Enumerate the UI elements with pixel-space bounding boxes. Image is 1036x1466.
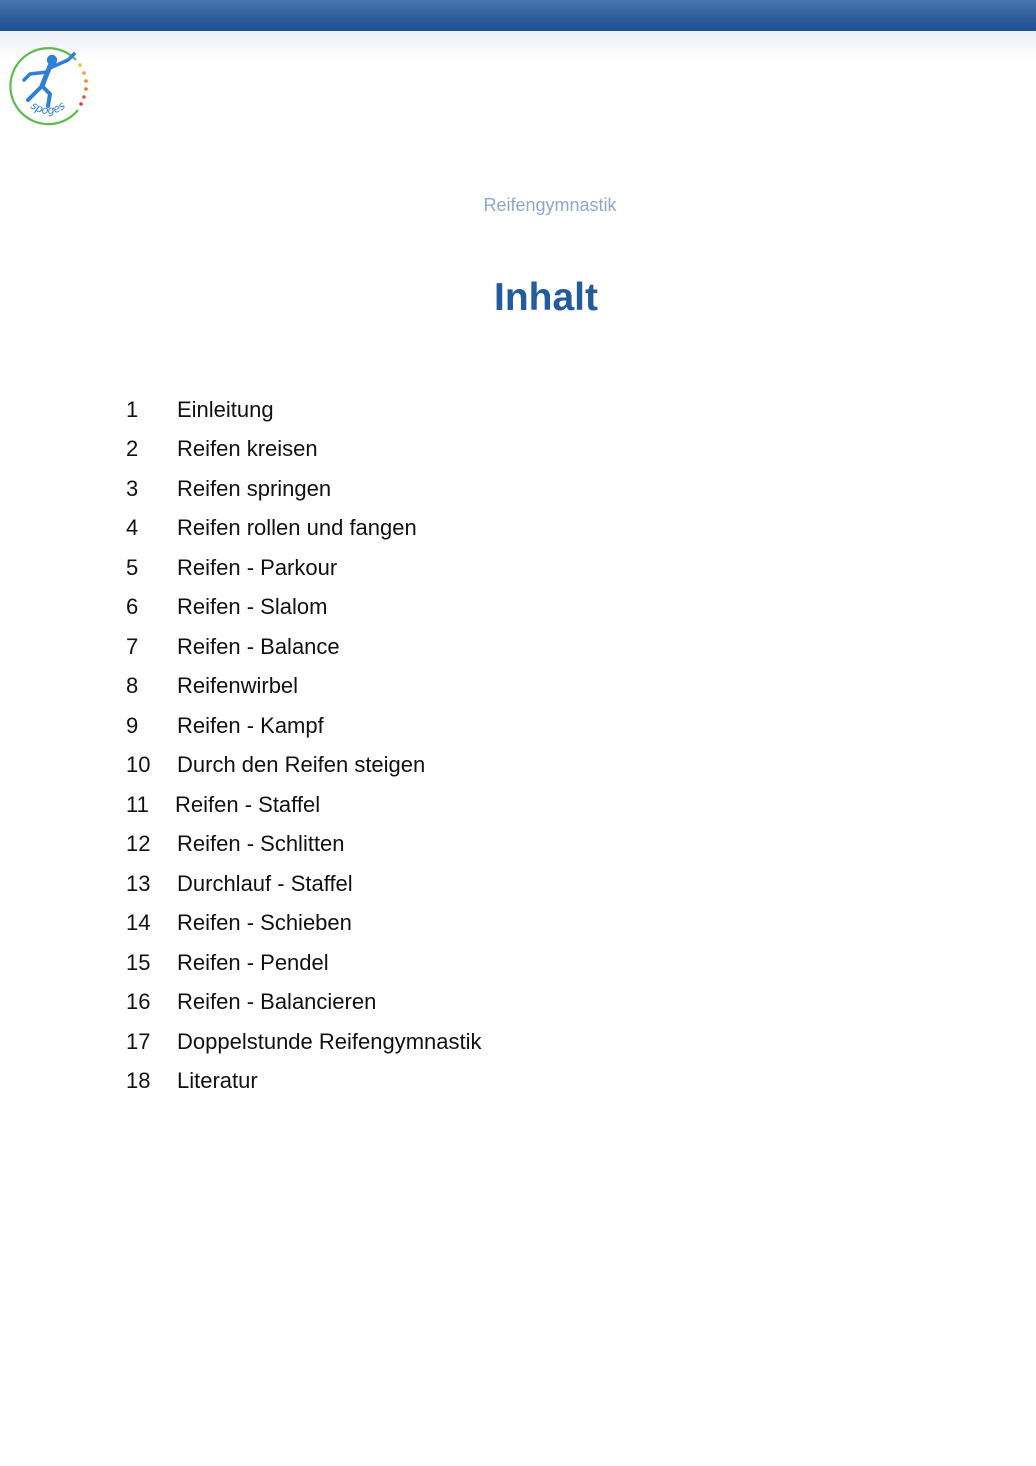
toc-entry-label: Durch den Reifen steigen	[177, 752, 426, 778]
top-bar	[0, 0, 1036, 31]
toc-entry-number: 6	[126, 594, 139, 620]
toc-entry-label: Reifen - Schieben	[177, 910, 352, 936]
toc-entry[interactable]	[126, 904, 826, 944]
toc-entry-number: 4	[126, 515, 139, 541]
toc-entry-number: 18	[126, 1068, 151, 1094]
logo-text: spoges	[28, 99, 68, 118]
spoges-logo-icon	[6, 44, 92, 128]
toc-entry[interactable]	[126, 706, 826, 746]
toc-entry[interactable]	[126, 509, 826, 549]
page-title: Inhalt	[494, 276, 598, 319]
toc-entry-label: Durchlauf - Staffel	[177, 870, 353, 896]
toc-entry-number: 5	[126, 554, 139, 580]
toc-entry[interactable]	[126, 943, 826, 983]
toc-entry[interactable]	[126, 825, 826, 865]
toc-entry[interactable]	[126, 430, 826, 470]
toc-entry-number: 11	[126, 791, 149, 817]
toc-entry-number: 9	[126, 712, 139, 738]
toc-entry-number: 1	[126, 396, 139, 422]
toc-entry-number: 17	[126, 1028, 151, 1054]
toc-entry-label: Reifen - Pendel	[177, 949, 329, 975]
toc-entry-label: Reifen - Schlitten	[177, 831, 345, 857]
toc-entry[interactable]	[126, 785, 826, 825]
toc-entry-label: Reifen - Slalom	[177, 594, 328, 620]
toc-entry-label: Reifen kreisen	[177, 436, 318, 462]
toc-entry-number: 3	[126, 475, 139, 501]
toc-entry-label: Einleitung	[177, 396, 274, 422]
toc-entry[interactable]	[126, 864, 826, 904]
toc-entry-label: Reifen - Parkour	[177, 554, 338, 580]
toc-entry-label: Reifen - Kampf	[177, 712, 324, 738]
toc-entry[interactable]	[126, 627, 826, 667]
toc-entry-number: 10	[126, 752, 151, 778]
toc-entry-number: 16	[126, 989, 151, 1015]
toc-entry[interactable]	[126, 469, 826, 509]
toc-entry[interactable]	[126, 1062, 826, 1102]
toc-entry-number: 13	[126, 870, 151, 896]
toc-entry[interactable]	[126, 667, 826, 707]
toc-entry[interactable]	[126, 588, 826, 628]
toc-entry-label: Reifen - Staffel	[175, 791, 321, 817]
toc-entry-number: 15	[126, 949, 151, 975]
toc-entry[interactable]	[126, 548, 826, 588]
toc-entry-number: 2	[126, 436, 139, 462]
toc-entry-label: Reifen - Balancieren	[177, 989, 377, 1015]
toc-entry[interactable]	[126, 390, 826, 430]
toc-entry-label: Reifen rollen und fangen	[177, 515, 417, 541]
toc-entry-label: Reifenwirbel	[177, 673, 299, 699]
toc-entry-number: 14	[126, 910, 151, 936]
running-header: Reifengymnastik	[483, 195, 617, 215]
toc-entry-number: 7	[126, 633, 139, 659]
toc-entry-label: Literatur	[177, 1068, 258, 1094]
toc-entry-label: Doppelstunde Reifengymnastik	[177, 1028, 482, 1054]
toc-entry[interactable]	[126, 983, 826, 1023]
toc-entry-label: Reifen springen	[177, 475, 332, 501]
table-of-contents	[126, 390, 826, 1101]
toc-entry-label: Reifen - Balance	[177, 633, 340, 659]
toc-entry[interactable]	[126, 1022, 826, 1062]
toc-entry[interactable]	[126, 746, 826, 786]
toc-entry-number: 12	[126, 831, 151, 857]
top-bar-shadow	[0, 31, 1036, 61]
toc-entry-number: 8	[126, 673, 139, 699]
